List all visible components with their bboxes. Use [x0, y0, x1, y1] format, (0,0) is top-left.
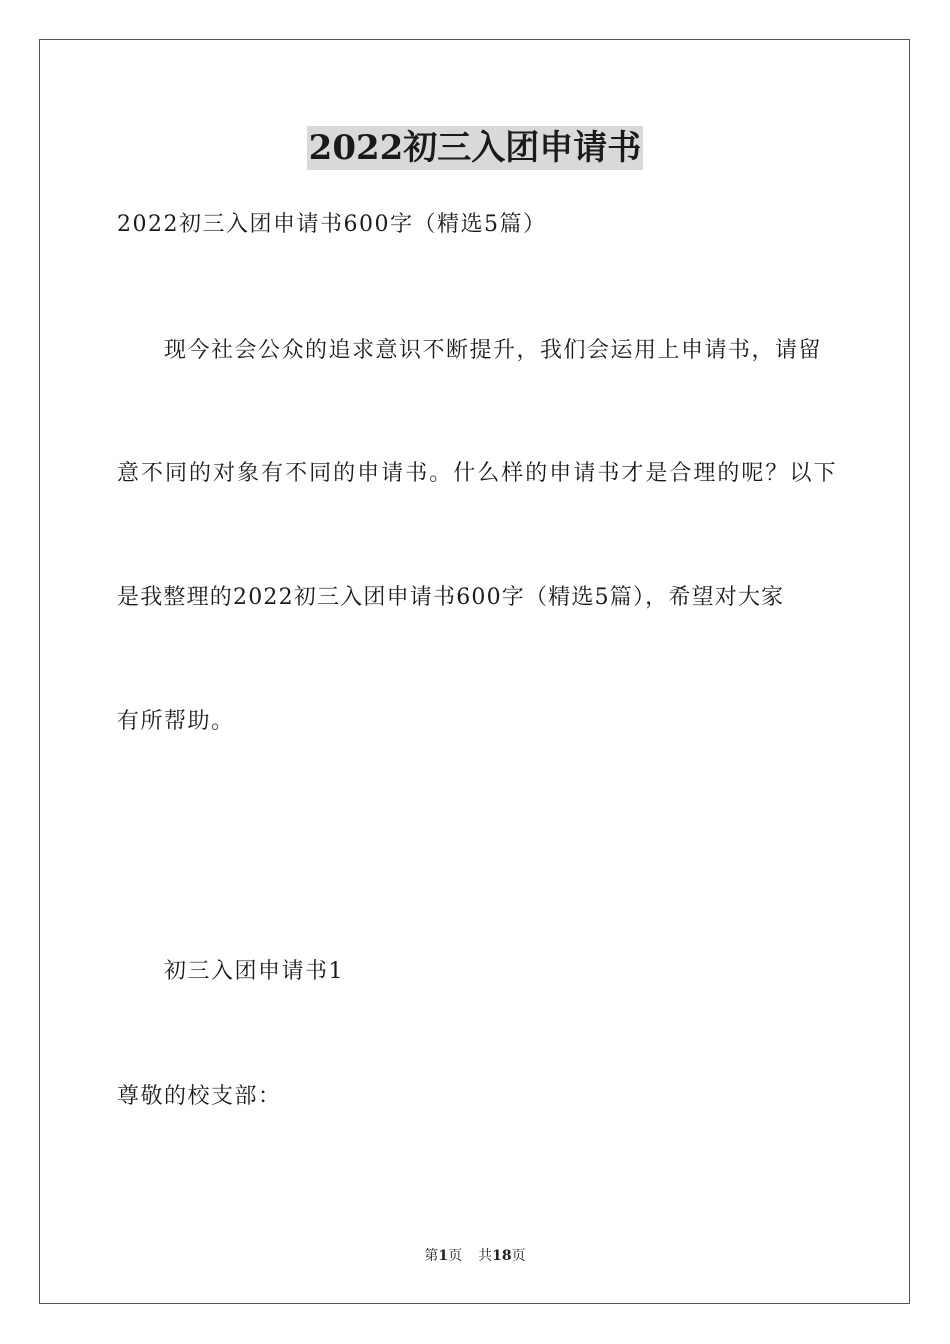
intro-line-4: 有所帮助。 [117, 709, 235, 734]
document-subtitle: 2022初三入团申请书600字（精选5篇） [117, 212, 547, 237]
footer-page-number: 1 [438, 1248, 449, 1264]
footer-page-prefix: 第 [424, 1248, 439, 1264]
salutation: 尊敬的校支部： [117, 1084, 282, 1109]
section-heading: 初三入团申请书1 [164, 959, 344, 984]
intro-line-1: 现今社会公众的追求意识不断提升，我们会运用上申请书，请留 [164, 338, 823, 363]
footer-total-suffix: 页 [511, 1248, 526, 1264]
footer-total-pages: 18 [492, 1248, 512, 1264]
intro-line-2: 意不同的对象有不同的申请书。什么样的申请书才是合理的呢？以下 [117, 461, 837, 486]
footer-page-suffix: 页 [448, 1248, 463, 1264]
intro-line-3: 是我整理的2022初三入团申请书600字（精选5篇），希望对大家 [117, 585, 785, 610]
page-footer [0, 1247, 950, 1265]
document-title: 2022初三入团申请书 [308, 128, 642, 168]
title-container [0, 126, 950, 170]
footer-total-prefix: 共 [478, 1248, 493, 1264]
